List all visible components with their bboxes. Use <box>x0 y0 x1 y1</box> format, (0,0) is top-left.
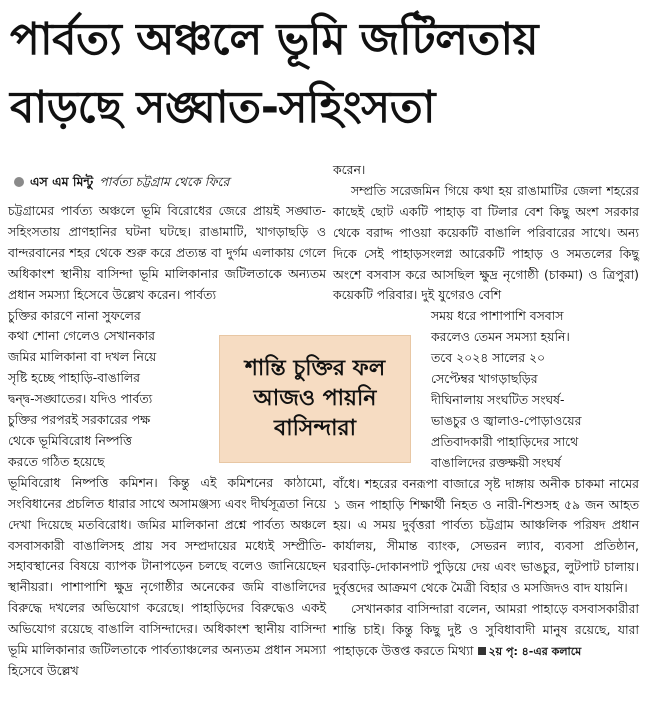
byline-dateline: পার্বত্য চট্টগ্রাম থেকে ফিরে <box>99 174 230 189</box>
headline-line-1: পার্বত্য অঞ্চলে ভূমি জটিলতায় <box>10 14 539 65</box>
pull-quote-line-1: শান্তি চুক্তির ফল <box>244 356 386 381</box>
left-wrap-line: সৃষ্টি হচ্ছে পাহাড়ি-বাঙালির <box>8 370 140 386</box>
jump-square-icon <box>478 647 486 655</box>
left-wrap-text <box>8 306 213 473</box>
right-wrap-line: বাঙালিদের রক্তক্ষয়ী সংঘর্ষ <box>431 454 561 470</box>
left-wrap-line: থেকে ভূমিবিরোধ নিষ্পত্তি <box>8 432 132 448</box>
byline <box>14 174 324 190</box>
left-wrap-line: চুক্তির পরপরই সরকারের পক্ষ <box>8 412 151 428</box>
right-paragraph-1-tail: বাঁধে। শহরের বনরূপা বাজারে সৃষ্ট দাঙ্গায় অনীক চাকমা নামের ১ জন পাহাড়ি শিক্ষার্থী নিহত ও নারী-শিশুসহ ৫৯ জন আহত হয়। এ সময় দুর্বৃত্তরা পার্বত্য চট্টগ্রাম আঞ্চলিক পরিষদ প্রধান কার্যালয়, সীমান্ত ব্যাংক, সেভরন ল্যাব, ব্যবসা প্রতিষ্ঠান, ঘরবাড়ি-দোকানপাট পুড়িয়ে দেয় এবং ভাঙচুর, লুটপাট চালায়। দুর্বৃত্তদের আক্রমণ থেকে মৈত্রী বিহার ও মসজিদও বাদ যায়নি। <box>333 475 639 596</box>
right-wrap-text <box>431 306 639 473</box>
pull-quote-line-2: আজও পায়নি <box>253 386 377 411</box>
right-paragraph-1: সম্প্রতি সরেজমিন গিয়ে কথা হয় রাঙামাটির জেলা শহরের কাছেই ছোট একটি পাহাড় বা টিলার বেশ কিছু অংশ সরকার থেকে বরাদ্দ পাওয়া কয়েকটি বাঙালি পরিবারের সাথে। অন্য দিকে সেই পাহাড়সংলগ্ন আরেকটি পাহাড় ও সমতলের কিছু অংশে বসবাস করে আসছিল ক্ষুদ্র নৃগোষ্ঠী (চাকমা) ও ত্রিপুরা) কয়েকটি পরিবার। দুই যুগেরও বেশি <box>333 182 639 303</box>
right-wrap-line: সেপ্টেম্বর খাগড়াছড়ির <box>431 371 538 387</box>
byline-author: এস এম মিন্টু <box>30 174 94 189</box>
right-wrap-line: দীঘিনালায় সংঘটিত সংঘর্ষ- <box>431 391 565 407</box>
right-paragraph-2-text: সেখানকার বাসিন্দারা বলেন, আমরা পাহাড়ে বসবাসকারীরা শান্তি চাই। কিন্তু কিছু দুষ্ট ও সুবিধাবাদী মানুষ রয়েছে, যারা পাহাড়কে উত্তপ্ত করতে মিথ্যা <box>333 601 639 658</box>
right-wrap-line: সময় ধরে পাশাপাশি বসবাস <box>431 308 564 324</box>
left-paragraph-1-tail: ভূমিবিরোধ নিষ্পত্তি কমিশন। কিন্তু এই কমিশনের কাঠামো, সংবিধানের প্রচলিত ধারার সাথে অসামঞ্জস্য এবং দীর্ঘসূত্রতা নিয়ে দেখা দিয়েছে মতবিরোধ। জমির মালিকানা প্রশ্নে পার্বত্য অঞ্চলে বসবাসকারী বাঙালিসহ প্রায় সব সম্প্রদায়ের মধ্যেই সম্প্রীতি-সহাবস্থানের বিষয়ে ব্যাপক টানাপড়েন চলছে বলেও জানিয়েছেন স্থানীয়রা। পাশাপাশি ক্ষুদ্র নৃগোষ্ঠীর অনেকের জমি বাঙালিদের বিরুদ্ধে দখলের অভিযোগ করেছে। পাহাড়িদের বিরুদ্ধেও একই অভিযোগ রয়েছে বাঙালি বাসিন্দাদের। অধিকাংশ স্থানীয় বাসিন্দা ভূমি মালিকানার জটিলতাকে পার্বত্যাঞ্চলের অন্যতম প্রধান সমস্যা হিসেবে উল্লেখ <box>8 474 326 678</box>
left-wrap-line: কথা শোনা গেলেও সেখানকার <box>8 328 155 344</box>
bullet-icon <box>14 177 24 187</box>
right-wrap-line: তবে ২০২৪ সালের ২০ <box>431 350 546 366</box>
continuation-jump: ২য় পৃ: ৪-এর কলামে <box>488 644 582 658</box>
right-wrap-line: ভাঙচুর ও জ্বালাও-পোড়াওয়ের <box>431 412 582 428</box>
left-wrap-line: দ্বন্দ্ব-সঙ্ঘাতের। যদিও পার্বত্য <box>8 391 153 407</box>
left-paragraph-1: চট্টগ্রামের পার্বত্য অঞ্চলে ভূমি বিরোধের জেরে প্রায়ই সঙ্ঘাত-সহিংসতায় প্রাণহানির ঘটনা ঘটছে। রাঙামাটি, খাগড়াছড়ি ও বান্দরবানের শহর থেকে শুরু করে প্রত্যন্ত বা দুর্গম এলাকায় গেলে অধিকাংশ স্থানীয় বাসিন্দা ভূমি মালিকানার জটিলতাকে অন্যতম প্রধান সমস্যা হিসেবে উল্লেখ করেন। পার্বত্য <box>8 203 326 302</box>
left-wrap-line: চুক্তির কারণে নানা সুফলের <box>8 307 141 323</box>
right-wrap-line: প্রতিবাদকারী পাহাড়িদের সাথে <box>431 433 579 449</box>
pull-quote-line-3: বাসিন্দারা <box>274 416 356 441</box>
left-wrap-line: করতে গঠিত হয়েছে <box>8 453 105 469</box>
headline-line-2: বাড়ছে সঙ্ঘাত-সহিংসতা <box>10 82 436 133</box>
right-paragraph-2 <box>333 599 639 663</box>
right-column <box>333 160 639 663</box>
headline <box>10 6 642 142</box>
left-wrap-line: জমির মালিকানা বা দখল নিয়ে <box>8 349 157 365</box>
right-paragraph-0: করেন। <box>333 162 366 177</box>
right-wrap-line: করলেও তেমন সমস্যা হয়নি। <box>431 329 570 345</box>
